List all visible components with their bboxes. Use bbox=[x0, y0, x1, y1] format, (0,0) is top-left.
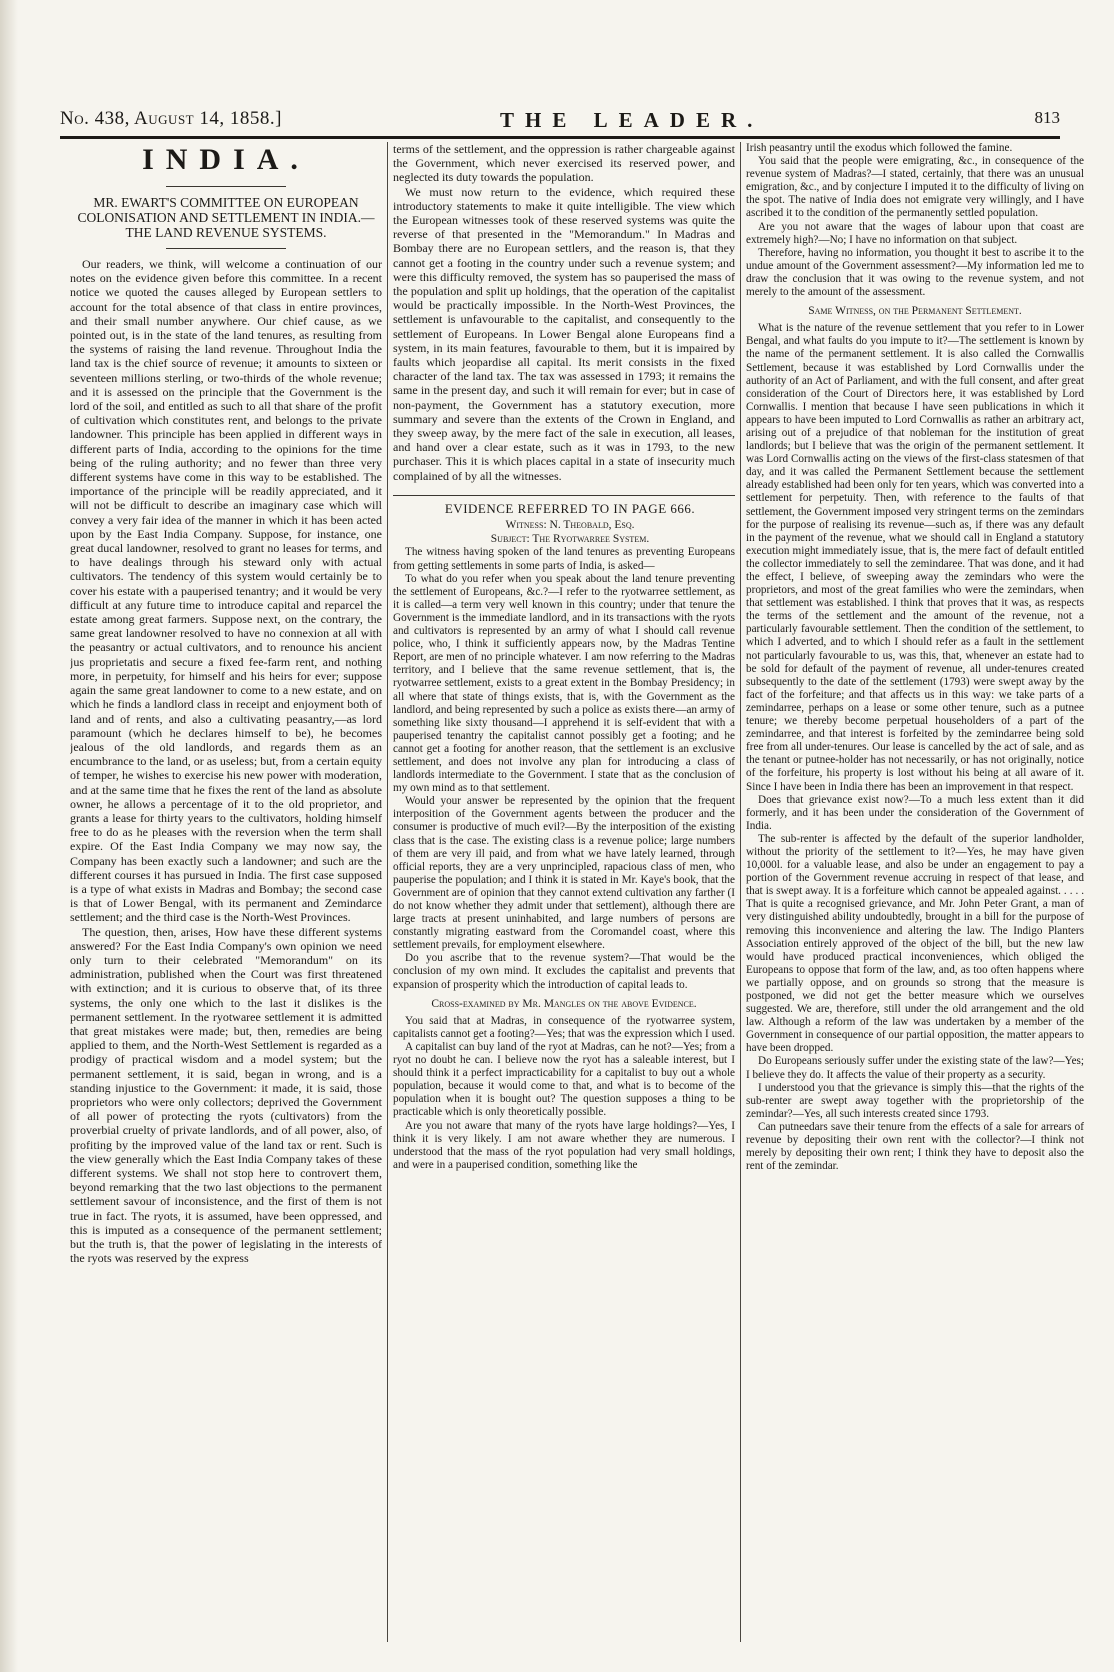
evidence-paragraph: Are you not aware that the wages of labour upon that coast are extremely high?—No; I have no information on that subject. bbox=[746, 220, 1084, 246]
column-3 bbox=[746, 142, 1084, 1642]
paper-title: THE LEADER. bbox=[500, 108, 764, 132]
divider bbox=[166, 248, 286, 249]
cross-examination-heading: Cross-examined by Mr. Mangles on the above Evidence. bbox=[431, 997, 697, 1010]
column-divider bbox=[740, 142, 741, 1642]
section-subheading: Same Witness, on the Permanent Settlement. bbox=[808, 305, 1022, 318]
evidence-paragraph: To what do you refer when you speak about the land tenure preventing the settlement of Europeans, &c.?—I refer to the ryotwarree settlement, as it is called—a term very well known in this country; under that tenure the Government is the immediate landlord, and in its transactions with the ryots and cultivators is represented by an army of what I should call revenue police, who, I think it sufficiently appears now, by the Madras Tentine Report, are men of no principle whatever. I am now referring to the Madras territory, and I believe that the same revenue settlement, that is, the ryotwarree settlement, exists to a great extent in the Bombay Presidency; in all where that state of things exists, that is, with the Government as the landlord, and being represented by such a police as exists there—an army of something like sixty thousand—I apprehend it is self-evident that with a pauperised tenantry the capitalist cannot possibly get a footing; and he cannot get a footing for another reason, that the settlement is an exclusive settlement, and does not involve any plan for introducing a class of landlords intermediate to the Government. I state that as the conclusion of my own mind as to that settlement. bbox=[393, 572, 735, 795]
evidence-paragraph: Can putneedars save their tenure from the effects of a sale for arrears of revenue by depositing their own rent with the collector?—I think not merely by depositing their own rent; I think they have to deposit also the rent of the zemindar. bbox=[746, 1120, 1084, 1173]
section-title: INDIA. bbox=[142, 143, 310, 176]
issue-date: No. 438, August 14, 1858.] bbox=[60, 108, 282, 129]
paragraph: Our readers, we think, will welcome a continuation of our notes on the evidence given before this committee. In a recent notice we quoted the causes alleged by European settlers to account for the total absence of that class in entire provinces, and their small number anywhere. Our chief cause, as we pointed out, is in the state of the land tenures, as resulting from the systems of raising the land revenue. Throughout India the land tax is the chief source of revenue; it amounts to sixteen or seventeen millions sterling, or two-thirds of the whole revenue; and it is assessed on the principle that the Government is the lord of the soil, and entitled as such to all that share of the profit of cultivation which constitutes rent, and belongs to the private landowner. This principle has been applied in different ways in different parts of India, according to the opinions for the time being of the ruling authority; and no fewer than three very different systems have come in this way to be established. The importance of the principle will be readily appreciated, and it will not be difficult to describe an imaginary case which will convey a very fair idea of the manner in which it has been acted upon by the East India Company. Suppose, for instance, one great ducal landowner, resolved to grant no leases for terms, and to have dealings through his steward only with actual cultivators. The tendency of this system would certainly be to cover his estate with a pauperised tenantry; and it would be very difficult at any future time to introduce capital and reparcel the estate among great farmers. Suppose next, on the contrary, the same great landowner resolved to have no connexion at all with the peasantry or actual cultivators, and to renounce his ancient jus proprietatis and secure a fixed fee-farm rent, and nothing more, in perpetuity, for himself and his heirs for ever; suppose again the same great landowner to come to a new estate, and on which he finds a landlord class in receipt and enjoyment both of land and of rents, and also a cultivating peasantry,—as lord paramount (which he declares himself to be), he becomes jealous of the old landlords, and regards them as an encumbrance to the land, or as useless; but, from a certain equity of temper, he wishes to exercise his new power with moderation, and at the same time that he fixes the rent of the land as absolute owner, he allows a percentage of it to the old proprietor, and grants a lease for thirty years to the cultivators, holding himself free to do as he pleases with the reversion when the term shall expire. Of the East India Company we may now say, the Company has been exactly such a landowner; and such are the different courses it has pursued in India. The first case supposed is a type of what exists in Madras and Bombay; the second case is that of Lower Bengal, with its permanent and Zemindarce settlement; and the third case is the North-West Provinces. bbox=[70, 257, 382, 925]
evidence-title: EVIDENCE REFERRED TO IN PAGE 666. bbox=[444, 500, 696, 516]
divider bbox=[393, 495, 735, 496]
paragraph: The question, then, arises, How have these different systems answered? For the East India Company's own opinion we need only turn to their celebrated "Memorandum" on its administration, published when the Court was first threatened with extinction; and it is curious to observe that, of its three systems, the only one which to the last it dislikes is the permanent settlement. In the ryotwaree settlement it is admitted that great mistakes were made; but, then, remedies are being applied to them, and the North-West Settlement is regarded as a prodigy of practical wisdom and a model system; but the permanent settlement, it is said, began in wrong, and is a standing injustice to the Government: it made, it is said, those proprietors who were only collectors; deprived the Government of all power of protecting the ryots (cultivators) from the proverbial cruelty of private landlords, and of all power, also, of profiting by the improved value of the land tax or rent. Such is the view generally which the East India Company takes of these different systems. We shall not stop here to controvert them, beyond remarking that the two last objections to the permanent settlement savour of inconsistence, and the first of them is not true in fact. The ryots, it is assumed, have been oppressed, and this is imputed as a consequence of the permanent settlement; but the truth is, that the power of legislating in the interests of the ryots was reserved by the express bbox=[70, 924, 382, 1266]
evidence-paragraph: You said that at Madras, in consequence of the ryotwarree system, capitalists cannot get a footing?—Yes; that was the expression which I used. bbox=[393, 1014, 735, 1040]
evidence-paragraph: Are you not aware that many of the ryots have large holdings?—Yes, I think it is very likely. I am not aware whether they are numerous. I understood that the mass of the ryot population had very small holdings, and were in a pauperised condition, something like the bbox=[393, 1119, 735, 1171]
evidence-paragraph: Do Europeans seriously suffer under the existing state of the law?—Yes; I believe they do. It affects the value of their property as a security. bbox=[746, 1055, 1084, 1081]
evidence-paragraph: Would your answer be represented by the opinion that the frequent interposition of the Government agents between the producer and the consumer is productive of much evil?—By the interposition of the existing class that is the case. The existing class is a revenue police; large numbers of them are very ill paid, and from what we have lately learned, through official reports, they are a very unprincipled, rapacious class of men, who pauperise the population; and I think it is stated in Mr. Kaye's book, that the Government are of opinion that they cannot extend cultivation any farther (I do not know whether they admit under that settlement), although there are large tracts at present uninhabited, and large numbers of persons are constantly migrating eastward from the Coromandel coast, where this settlement prevails, for employment elsewhere. bbox=[393, 795, 735, 952]
masthead-rule bbox=[60, 136, 1060, 139]
evidence-paragraph: I understood you that the grievance is simply this—that the rights of the sub-renter are swept away together with the proprietorship of the zemindar?—Yes, all such interests created since 1793. bbox=[746, 1081, 1084, 1120]
column-divider bbox=[387, 142, 388, 1642]
evidence-paragraph: Irish peasantry until the exodus which followed the famine. bbox=[746, 142, 1013, 154]
evidence-paragraph: What is the nature of the revenue settlement that you refer to in Lower Bengal, and what faults do you impute to it?—The settlement is known by the name of the permanent settlement. It is also called the Cornwallis Settlement, because it was established by Lord Cornwallis under the authority of an Act of Parliament, and with the full consent, and after great consideration of the Court of Directors here, it was established by Lord Cornwallis. I mention that because I have seen publications in which it appears to have been imputed to Lord Cornwallis as rather an arbitrary act, arising out of a prejudice of that nobleman for the institution of great landlords; but I believe that was the origin of the permanent settlement. It was Lord Cornwallis acting on the views of the first-class statesmen of that day, and it was called the Permanent Settlement because the settlement already established had been only for ten years, which was converted into a settlement for perpetuity. Then, with reference to the faults of that settlement, the Government imposed very stringent terms on the zemindars for the purpose of realising its revenue—such as, if there was any default in the payment of the revenue, what we should call in England a statutory execution might immediately issue, that is, the mere fact of default entitled the collector immediately to sell the zemindaree. That was done, and it had the effect, I believe, of sweeping away the zemindars who were the proprietors, and most of the great families who were the zemindars, when that settlement was established. I think that proves that it was, as respects the terms of the settlement and the amount of the revenue, not a particularly favourable settlement. Then the condition of the settlement, to which I adverted, and to which I should refer as a fault in the settlement not particularly favourable to us, was this, that, whenever an estate had to be sold for default of the payment of revenue, all under-tenures created subsequently to the date of the settlement (1793) were swept away by the fact of the forfeiture; and that affects us in this way: we take parts of a zemindarree, perhaps on a lease or some other tenure, such as a putnee tenure; we thereby become perpetual householders of a part of the zemindarree, and that interest is forfeited by the zemindarree being sold free from all under-tenures. Our lease is cancelled by the act of sale, and as the tenant or putnee-holder has not necessarily, or has not originally, notice of the forfeiture, his property is lost without his being at all aware of it. Since I have been in India there has been an improvement in that respect. bbox=[746, 322, 1084, 793]
evidence-paragraph: Therefore, having no information, you thought it best to ascribe it to the undue amount of the Government assessment?—My information led me to draw the conclusion that it was owing to the revenue system, and not merely to the amount of the assessment. bbox=[746, 246, 1084, 299]
witness-line: Witness: N. Theobald, Esq. bbox=[505, 519, 635, 532]
column-2 bbox=[393, 142, 735, 1642]
masthead bbox=[60, 108, 1060, 134]
evidence-paragraph: You said that the people were emigrating, &c., in consequence of the revenue system of Madras?—I stated, certainly, that there was an unusual emigration, &c., and by conjecture I imputed it to the difficulty of living on the spot. The native of India does not emigrate very willingly, and I have ascribed it to the condition of the permanently settled population. bbox=[746, 155, 1084, 220]
subject-line: Subject: The Ryotwarree System. bbox=[490, 533, 650, 546]
column-1 bbox=[70, 142, 382, 1642]
page-binding-edge bbox=[0, 0, 18, 1672]
evidence-paragraph: Does that grievance exist now?—To a much less extent than it did formerly, and it has been under the consideration of the Government of India. bbox=[746, 793, 1084, 832]
evidence-paragraph: A capitalist can buy land of the ryot at Madras, can he not?—Yes; from a ryot no doubt he can. I believe now the ryot has a saleable interest, but I should think it a perfect impracticability for a capitalist to buy out a whole population, because it would come to that, and what is to become of the population when it is bought out? The question supposes a thing to be practicable which is only theoretically possible. bbox=[393, 1040, 735, 1119]
divider bbox=[166, 186, 286, 187]
evidence-paragraph: The witness having spoken of the land tenures as preventing Europeans from getting settlements in some parts of India, is asked— bbox=[393, 546, 735, 572]
evidence-paragraph: Do you ascribe that to the revenue system?—That would be the conclusion of my own mind. It excludes the capitalist and prevents that expansion of prosperity which the introduction of capital leads to. bbox=[393, 952, 735, 991]
paragraph: terms of the settlement, and the oppression is rather chargeable against the Government, which never exercised its reserved power, and neglected its duty towards the population. bbox=[393, 142, 735, 185]
paragraph: We must now return to the evidence, which required these introductory statements to make it quite intelligible. The view which the European witnesses took of these reserved systems was quite the reverse of that presented in the "Memorandum." In Madras and Bombay there are no European settlers, and the reason is, that they cannot get a footing in the country under such a revenue system; and were this difficulty removed, the system has so pauperised the mass of the population and split up holdings, that the operation of the capitalist would be practically impossible. In the North-West Provinces, the settlement is unfavourable to the capitalist, and consequently to the settlement of Europeans. In Lower Bengal alone Europeans find a system, in its main features, favourable to them, but it is impaired by faults which jeopardise all capital. Its merit consists in the fixed character of the land tax. The tax was assessed in 1793; it remains the same in the present day, and such it will remain for ever; but in case of non-payment, the Government has a statutory execution, more summary and severe than the extents of the Crown in England, and they sweep away, by the mere fact of the sale in execution, all leases, and hand over a clear estate, such as it was in 1793, to the new purchaser. This it is which places capital in a state of insecurity much complained of by all the witnesses. bbox=[393, 184, 735, 483]
evidence-paragraph: The sub-renter is affected by the default of the superior landholder, without the priority of the settlement to it?—Yes, he may have given 10,000l. for a valuable lease, and also be under an engagement to pay a portion of the Government revenue accruing in respect of that lease, and that is swept away. It is a forfeiture which cannot be appealed against. . . . . That is quite a recognised grievance, and Mr. John Peter Grant, a man of very distinguished ability undoubtedly, brought in a bill for the purpose of removing this inconvenience and altering the law. The Indigo Planters Association entirely approved of the object of the bill, but the new law would have produced practical inconveniences, which obliged the Europeans to oppose that form of the law, and, as too often happens where we partially oppose, and on grounds so strong that the measure is postponed, we did not get the better measure which we ourselves suggested. We are, therefore, still under the old arrangement and the old law. Although a reform of the law was undertaken by a member of the Government in consequence of our partial opposition, the matter appears to have been dropped. bbox=[746, 832, 1084, 1055]
article-headline: MR. EWART'S COMMITTEE ON EUROPEAN COLONISATION AND SETTLEMENT IN INDIA.—THE LAND REVENUE SYSTEMS. bbox=[77, 195, 375, 240]
page-number: 813 bbox=[1034, 108, 1060, 127]
